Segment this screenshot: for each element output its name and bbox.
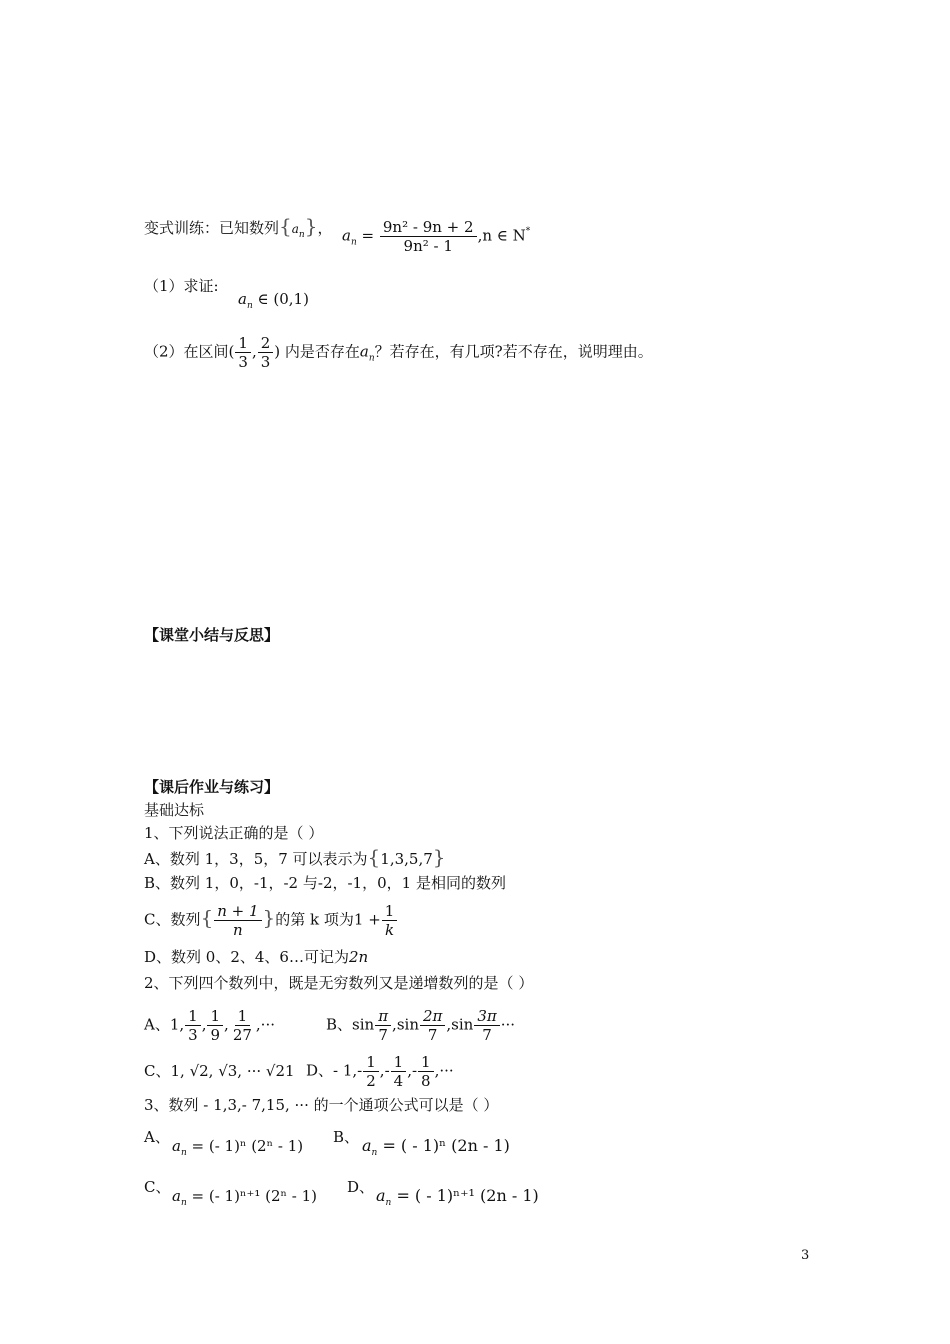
p2-d-f1-den: 2: [366, 1072, 376, 1090]
p1-c-num: n + 1: [214, 902, 261, 921]
q2-a: a: [359, 342, 369, 361]
p2-a-f3-den: 27: [232, 1026, 252, 1044]
p3-option-d: [347, 1177, 374, 1197]
q2-label: （2）在区间: [144, 342, 229, 361]
p1-a-set: 1,3,5,7: [380, 850, 433, 868]
p1-c-one: 1 +: [353, 910, 381, 929]
p3-d-a-sub: n: [385, 1198, 392, 1208]
p3-a-a-sub: n: [180, 1148, 187, 1158]
q2-frac1-den: 3: [238, 353, 248, 371]
p2-d-f2-den: 4: [393, 1072, 404, 1090]
q2-frac2-den: 3: [260, 353, 271, 371]
q2-line: [144, 334, 653, 371]
p2-b-sin3: sin: [451, 1015, 474, 1034]
p2-option-d: D、- 1,- $\frac{1}{2}$ ,- $\frac{1}{4}$ ,- $\frac{1}{8}$ ,···: [306, 1053, 454, 1090]
p2-b-f3-num: 3π: [474, 1007, 499, 1026]
p2-a-tail: ,···: [255, 1015, 275, 1034]
formula-cond-sup: *: [525, 226, 531, 237]
q2-close: ): [274, 342, 281, 361]
formula-denominator: 9n² - 1: [403, 237, 453, 255]
q2-rest: ？若存在，有几项?若不存在，说明理由。: [374, 342, 653, 361]
page-number: 3: [801, 1248, 810, 1263]
p2-d-label: D、: [306, 1061, 334, 1080]
q1-a: a: [238, 290, 247, 308]
q1-line: [144, 276, 219, 296]
p1-a-rbrace: }: [432, 845, 446, 869]
p2-a-f1-num: 1: [185, 1007, 201, 1026]
p3-c-expr: = (- 1)ⁿ⁺¹ (2ⁿ - 1): [191, 1187, 318, 1205]
p1-c-frac2: [382, 902, 398, 939]
p2-a-f1-den: 3: [188, 1026, 198, 1044]
formula-lhs-sub: n: [350, 237, 357, 248]
q2-open: (: [228, 342, 235, 361]
p2-b-frac2: [420, 1007, 445, 1044]
formula-eq: =: [356, 226, 375, 245]
q2-sep: ,: [251, 342, 257, 361]
p3-option-c-expr: [172, 1186, 317, 1213]
left-brace: {: [279, 214, 292, 238]
q1-label: （1）求证:: [144, 277, 219, 295]
p3-option-d-expr: [376, 1186, 539, 1213]
p2-option-b: B、sin $\frac{\pi}{7}$ ,sin $\frac{2\pi}{7}$ ,sin $\frac{3\pi}{7}$ ···: [326, 1007, 516, 1044]
p1-a-text: A、数列 1，3，5，7 可以表示为: [144, 850, 368, 868]
p2-b-frac1: [375, 1007, 391, 1044]
p3-option-a-expr: [172, 1136, 303, 1163]
p3-stem: 3、数列 - 1,3,- 7,15, ··· 的一个通项公式可以是（ ）: [144, 1096, 499, 1114]
p2-b-f3-den: 7: [482, 1026, 492, 1044]
q1-expr: [238, 289, 309, 316]
p2-option-a: A、1, $\frac{1}{3}$ , $\frac{1}{9}$ , $\frac{1}{27}$ ,···: [144, 1007, 275, 1044]
p2-a-frac2: [207, 1007, 223, 1044]
p1-c-lbrace: {: [200, 905, 214, 930]
p3-c-a-sub: n: [180, 1198, 187, 1208]
p2-b-sin2: sin: [396, 1015, 419, 1034]
p2-b-f2-den: 7: [427, 1026, 438, 1044]
q2-a-sub: n: [368, 353, 375, 364]
p1-d-expr: 2n: [348, 948, 369, 966]
p3-b-expr: = ( - 1)ⁿ (2n - 1): [382, 1136, 510, 1155]
p2-d-f3-num: 1: [418, 1053, 434, 1072]
variant-line: [144, 216, 332, 245]
p1-stem: 1、下列说法正确的是（ ）: [144, 824, 324, 842]
p3-c-a: a: [172, 1187, 181, 1205]
right-brace: }: [304, 214, 318, 238]
p2-d-frac3: [418, 1053, 434, 1090]
p2-a-f2-den: 9: [210, 1026, 221, 1044]
formula-lhs: a: [342, 226, 351, 245]
p2-b-sin1: sin: [352, 1015, 375, 1034]
variant-formula: [342, 218, 530, 255]
homework-heading: 【课后作业与练习】: [144, 778, 280, 796]
p1-c-den: n: [233, 921, 243, 939]
formula-cond: ,n ∈ N: [477, 226, 526, 245]
seq-name: a: [291, 222, 299, 236]
q2-frac1: [235, 334, 251, 371]
p3-option-b-expr: [362, 1136, 510, 1163]
variant-label: 变式训练：已知数列: [144, 219, 280, 237]
p2-a-f3-num: 1: [235, 1007, 251, 1026]
p2-a-label: A、: [144, 1015, 170, 1034]
p2-option-c: [144, 1061, 295, 1081]
p3-a-expr: = (- 1)ⁿ (2ⁿ - 1): [191, 1137, 304, 1155]
p2-d-frac1: [363, 1053, 379, 1090]
p2-b-frac3: [474, 1007, 499, 1044]
q2-frac1-num: 1: [235, 334, 251, 353]
p1-c-mid: 的第 k 项为: [275, 910, 354, 929]
p1-option-c: [144, 902, 398, 939]
p2-a-frac1: [185, 1007, 201, 1044]
p1-c-fnum: 1: [382, 902, 398, 921]
p2-a-frac3: [230, 1007, 255, 1044]
p1-c-fden: k: [385, 921, 395, 939]
p1-option-b: B、数列 1，0，-1，-2 与-2，-1，0，1 是相同的数列: [144, 874, 506, 892]
summary-heading: 【课堂小结与反思】: [144, 626, 280, 644]
p3-c-label: C、: [144, 1178, 171, 1196]
p1-a-lbrace: {: [367, 845, 381, 869]
p2-b-tail: ···: [500, 1015, 516, 1034]
p2-d-frac2: [391, 1053, 407, 1090]
q1-expr-text: ∈ (0,1): [252, 290, 309, 308]
p3-b-label: B、: [333, 1128, 360, 1146]
q2-mid: 内是否存在: [280, 342, 360, 361]
p2-d-lead: - 1,-: [333, 1061, 363, 1080]
formula-numerator: 9n² - 9n + 2: [380, 218, 477, 237]
p3-option-b: [333, 1127, 359, 1147]
p1-c-pre: C、数列: [144, 910, 201, 929]
basic-label: 基础达标: [144, 801, 205, 819]
p1-option-a: [144, 847, 446, 869]
p2-c-expr: 1, √2, √3, ··· √21: [170, 1062, 295, 1080]
p2-c-label: C、: [144, 1062, 171, 1080]
p3-option-a: [144, 1127, 170, 1147]
p3-b-a: a: [362, 1136, 372, 1155]
p3-a-label: A、: [144, 1128, 170, 1146]
p2-d-f3-den: 8: [421, 1072, 431, 1090]
p3-d-label: D、: [347, 1178, 375, 1196]
p3-d-a: a: [376, 1186, 386, 1205]
p2-d-f1-num: 1: [363, 1053, 379, 1072]
p2-b-label: B、: [326, 1015, 353, 1034]
p3-b-a-sub: n: [371, 1148, 378, 1158]
p1-option-d: [144, 947, 368, 967]
p2-stem: 2、下列四个数列中，既是无穷数列又是递增数列的是（ ）: [144, 974, 534, 992]
p1-d-text: D、数列 0、2、4、6…可记为: [144, 948, 349, 966]
p3-d-expr: = ( - 1)ⁿ⁺¹ (2n - 1): [396, 1186, 539, 1205]
formula-fraction: [380, 218, 477, 255]
p2-b-f2-num: 2π: [420, 1007, 445, 1026]
p2-b-f1-den: 7: [378, 1026, 388, 1044]
p1-c-frac: [214, 902, 261, 939]
p2-d-tail: ,···: [434, 1061, 454, 1080]
seq-sub: n: [298, 230, 305, 240]
p3-option-c: [144, 1177, 170, 1197]
q1-a-sub: n: [246, 301, 253, 311]
q2-frac2: [258, 334, 274, 371]
p2-b-f1-num: π: [375, 1007, 391, 1026]
q2-frac2-num: 2: [258, 334, 274, 353]
p1-c-rbrace: }: [262, 905, 276, 930]
p2-d-f2-num: 1: [391, 1053, 407, 1072]
p3-a-a: a: [172, 1137, 181, 1155]
p2-a-lead: 1,: [169, 1015, 185, 1034]
variant-comma: ，: [317, 219, 333, 237]
p2-a-f2-num: 1: [207, 1007, 223, 1026]
